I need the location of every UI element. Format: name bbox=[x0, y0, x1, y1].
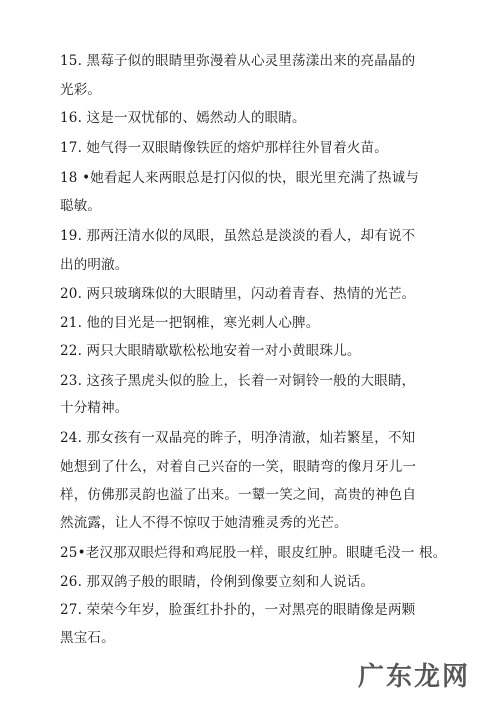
text-line: 26. 那双鸽子般的眼睛，伶俐到像要立刻和人说话。 bbox=[60, 574, 375, 590]
text-line: 19. 那两汪清水似的凤眼，虽然总是淡淡的看人，却有说不 bbox=[60, 228, 416, 244]
text-line: 21. 他的目光是一把钢椎，寒光刺人心脾。 bbox=[60, 315, 320, 331]
text-line: 18 •她看起人来两眼总是打闪似的快，眼光里充满了热诚与 bbox=[60, 170, 420, 186]
text-line: 样，仿佛那灵韵也溢了出来。一颦一笑之间，高贵的神色自 bbox=[60, 487, 417, 503]
text-line: 出的明澈。 bbox=[60, 257, 129, 273]
text-line: 20. 两只玻璃珠似的大眼睛里，闪动着青春、热情的光芒。 bbox=[60, 286, 416, 302]
text-line: 光彩。 bbox=[60, 82, 102, 98]
text-line: 15. 黑莓子似的眼睛里弥漫着从心灵里荡漾出来的亮晶晶的 bbox=[60, 53, 416, 69]
text-line: 27. 荣荣今年岁，脸蛋红扑扑的，一对黑亮的眼睛像是两颗 bbox=[60, 602, 416, 618]
text-line: 然流露，让人不得不惊叹于她清雅灵秀的光芒。 bbox=[60, 515, 348, 531]
text-line: 23. 这孩子黑虎头似的脸上，长着一对铜铃一般的大眼睛， bbox=[60, 373, 416, 389]
text-line: 她想到了什么，对着自己兴奋的一笑，眼睛弯的像月牙儿一 bbox=[60, 459, 417, 475]
text-line: 黑宝石。 bbox=[60, 630, 115, 646]
text-line: 16. 这是一双忧郁的、嫣然动人的眼睛。 bbox=[60, 110, 306, 126]
text-line: 十分精神。 bbox=[60, 400, 129, 416]
text-line: 17. 她气得一双眼睛像铁匠的熔炉那样往外冒着火苗。 bbox=[60, 140, 388, 156]
site-watermark: 广东龙网 bbox=[357, 662, 470, 692]
text-line: 聪敏。 bbox=[60, 198, 102, 214]
text-line: 22. 两只大眼睛歇歇松松地安着一对小黄眼珠儿。 bbox=[60, 343, 361, 359]
text-line: 25•老汉那双眼烂得和鸡屁股一样，眼皮红肿。眼睫毛没一 根。 bbox=[60, 545, 447, 561]
text-line: 24. 那女孩有一双晶亮的眸子，明净清澈，灿若繁星，不知 bbox=[60, 430, 416, 446]
